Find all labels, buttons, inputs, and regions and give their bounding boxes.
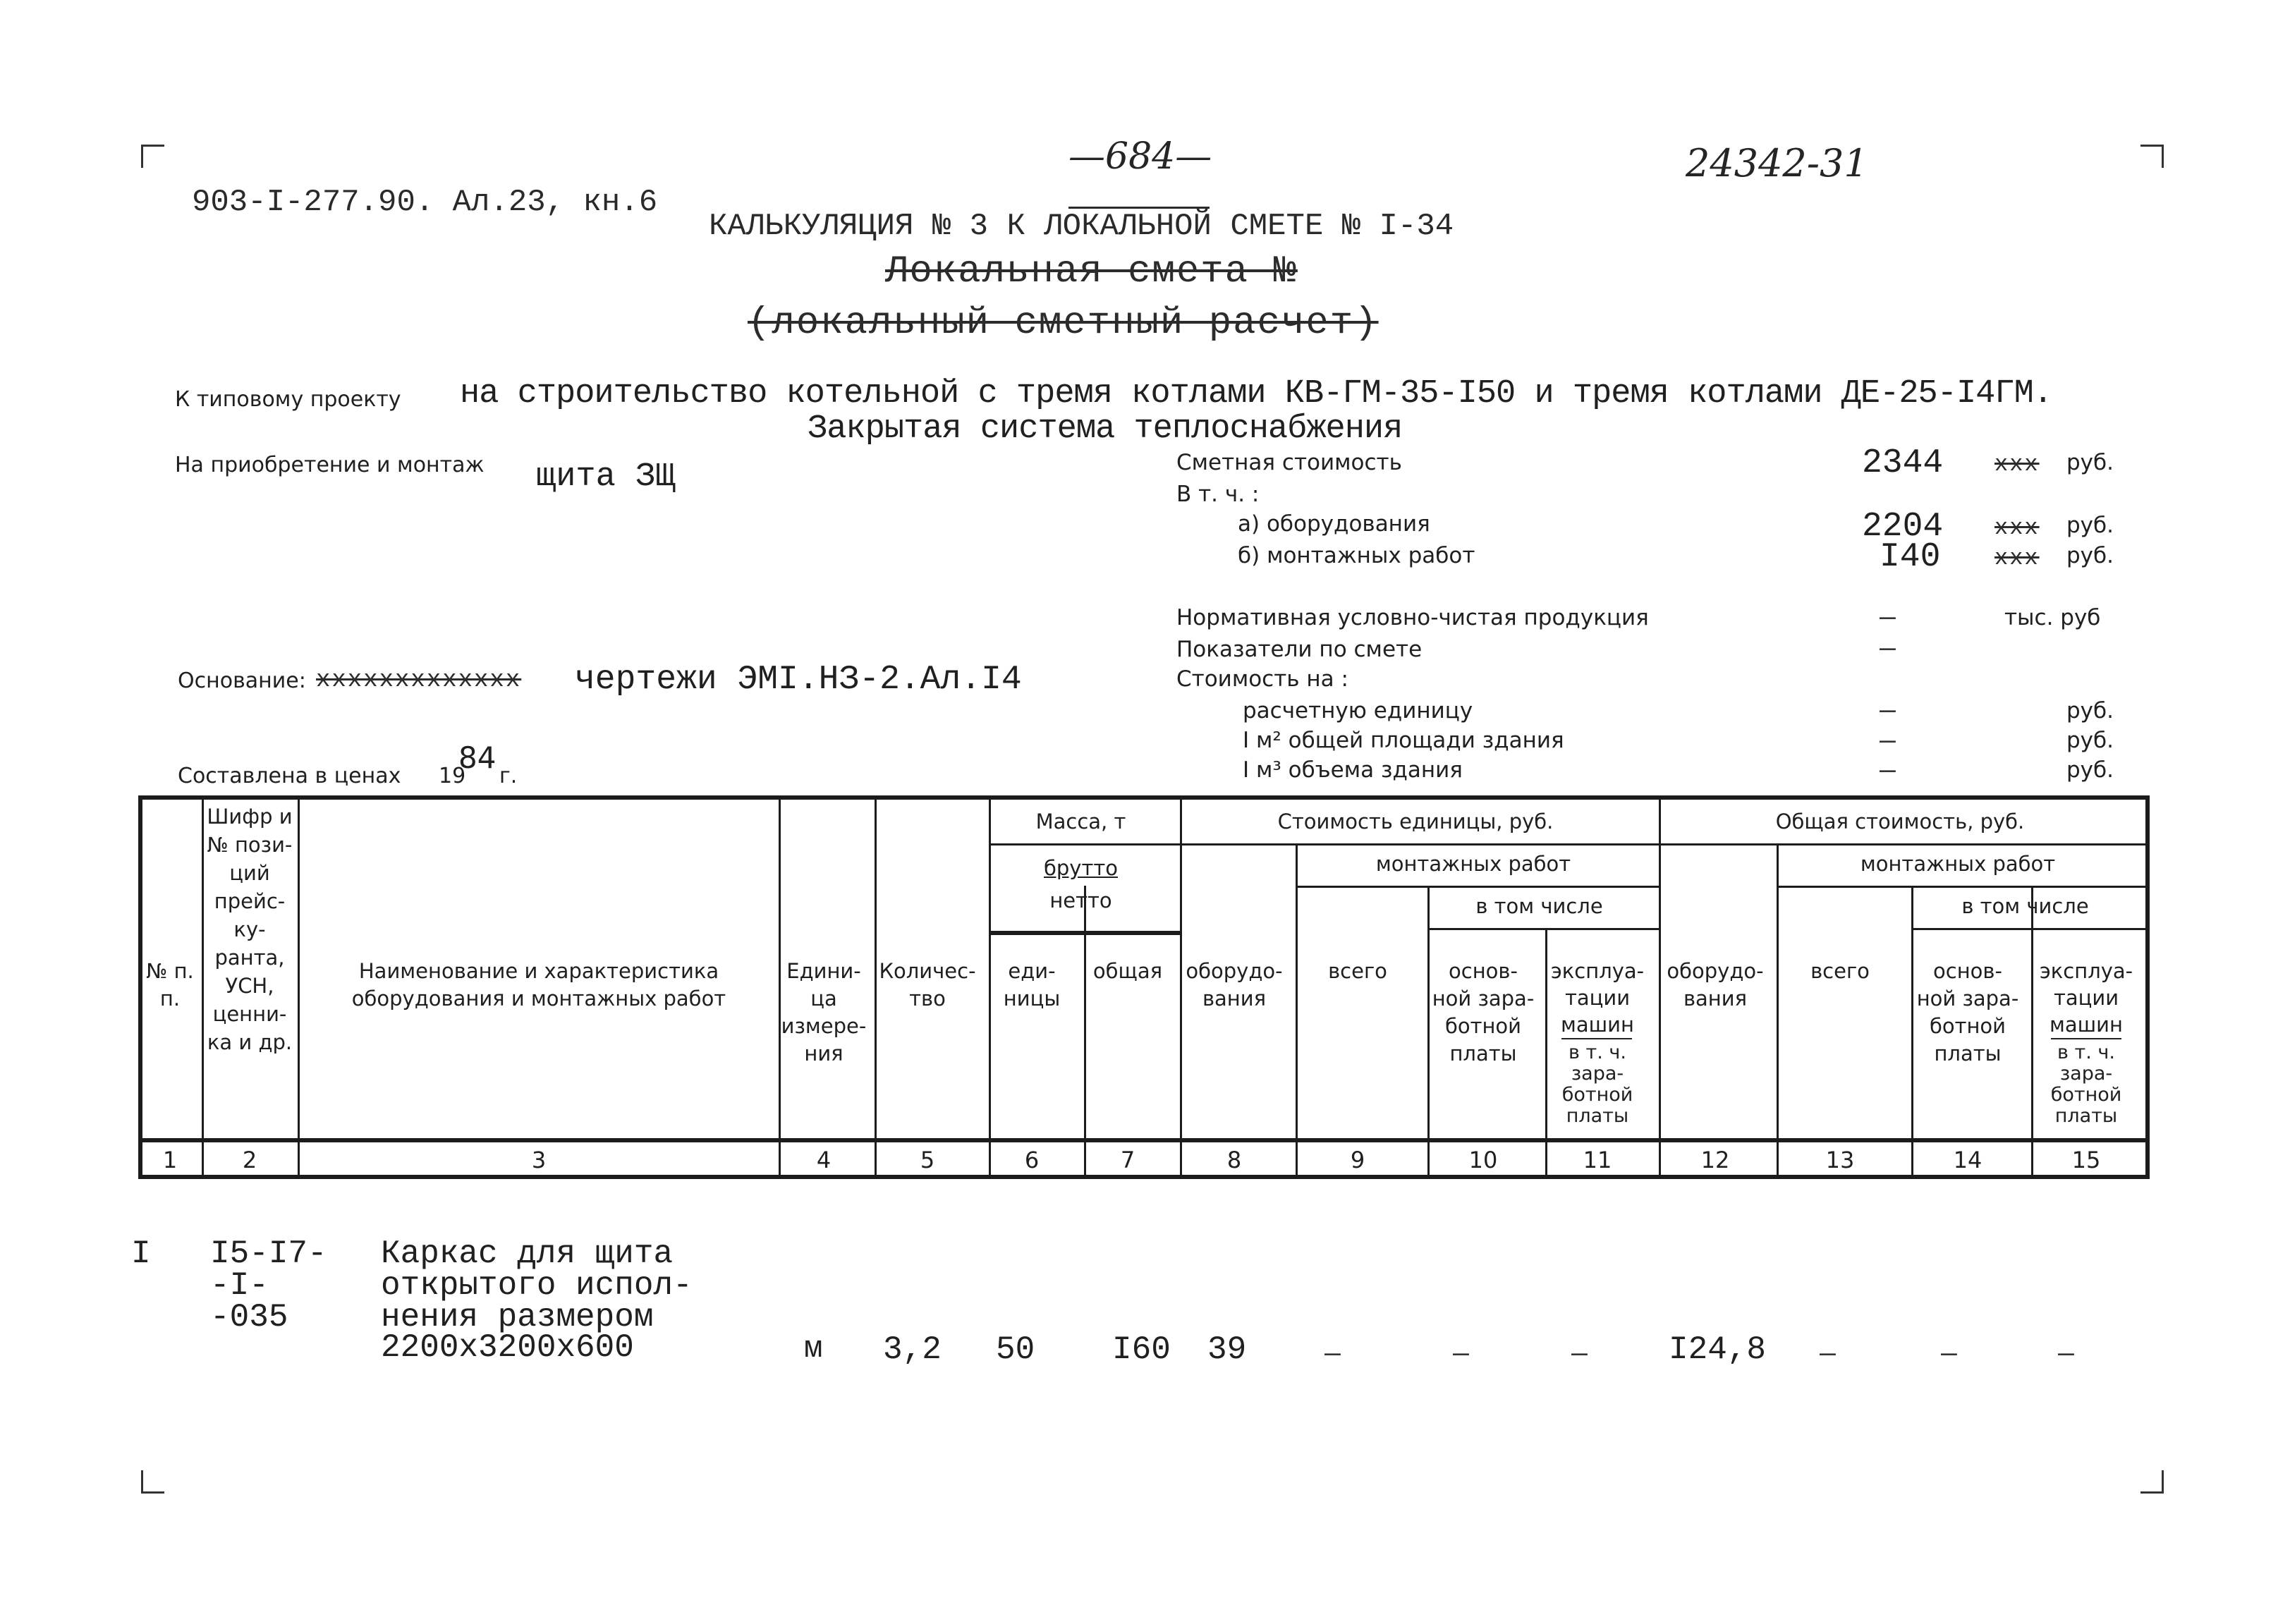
per-m3-label: I м³ объема здания xyxy=(1243,757,1463,783)
mass-group-header: Масса, т xyxy=(1035,810,1126,834)
row-total-equipment: I24,8 xyxy=(1669,1331,1767,1368)
equipment-cost-label: а) оборудования xyxy=(1238,511,1430,537)
struck-title-text-2: (локальный сметный расчет) xyxy=(748,302,1379,345)
col-number-2: 2 xyxy=(242,1147,257,1173)
normative-value: – xyxy=(1880,601,1896,632)
col-number-9: 9 xyxy=(1350,1147,1365,1173)
equipment-cost-value: 2204 xyxy=(1862,508,1944,546)
col-line-2 xyxy=(298,800,300,1175)
including-label: В т. ч. : xyxy=(1176,482,1260,507)
mass-brutto-netto-line xyxy=(989,931,1180,935)
row-equipment-unit-cost: 39 xyxy=(1207,1331,1247,1368)
normative-unit: тыс. руб xyxy=(2004,605,2101,630)
total-machine-divider xyxy=(2051,1038,2121,1039)
installation-cost-label: б) монтажных работ xyxy=(1238,543,1475,568)
per-m2-value: – xyxy=(1880,724,1896,755)
prices-prefix: 19 xyxy=(439,764,466,788)
col-number-3: 3 xyxy=(531,1147,547,1173)
col-header-total-install-total: всего xyxy=(1810,959,1870,983)
col-header-mass-total: общая xyxy=(1092,959,1163,983)
basis-strike: ххххххххххххх xyxy=(316,667,522,694)
purpose-label: На приобретение и монтаж xyxy=(175,453,485,477)
unit-machine-divider xyxy=(1561,1038,1632,1039)
row-name-1: Каркас для щита xyxy=(381,1235,674,1272)
per-m3-value: – xyxy=(1880,754,1896,785)
mass-header-line xyxy=(989,843,1180,845)
indicators-value: – xyxy=(1880,632,1896,663)
col-number-4: 4 xyxy=(816,1147,832,1173)
row-code-3: -035 xyxy=(210,1299,288,1336)
per-unit-unit: руб. xyxy=(2066,698,2114,724)
cost-on-label: Стоимость на : xyxy=(1176,666,1348,692)
col-number-7: 7 xyxy=(1120,1147,1135,1173)
project-label: К типовому проекту xyxy=(175,387,401,412)
col-number-13: 13 xyxy=(1825,1147,1855,1173)
col-number-8: 8 xyxy=(1226,1147,1242,1173)
page-number: —684— xyxy=(1068,135,1212,178)
col-number-6: 6 xyxy=(1024,1147,1040,1173)
row-install-total: – xyxy=(1324,1337,1341,1368)
document-code: 903-I-277.90. Ал.23, кн.6 xyxy=(192,185,658,220)
per-m2-unit: руб. xyxy=(2066,728,2114,753)
project-line-1: на строительство котельной с тремя котлами КВ-ГМ-35-I50 и тремя котлами ДЕ-25-I4ГМ. xyxy=(460,375,2052,413)
col-number-10: 10 xyxy=(1468,1147,1498,1173)
netto-label: нетто xyxy=(1049,889,1112,912)
basis-label: Основание: xyxy=(178,668,306,693)
installation-cost-value: I40 xyxy=(1880,538,1941,576)
struck-title-text-1: Локальная смета № xyxy=(885,250,1298,293)
prices-suffix: г. xyxy=(499,764,518,788)
col-header-num: № п. п. xyxy=(146,959,194,1011)
cost-group-line xyxy=(1180,843,2150,845)
col-header-name: Наименование и характеристика оборудования и монтажных работ xyxy=(351,959,726,1011)
total-install-header: монтажных работ xyxy=(1860,852,2056,876)
row-total-machine: – xyxy=(2058,1337,2074,1368)
prices-label: Составлена в ценах xyxy=(178,764,401,788)
normative-label: Нормативная условно-чистая продукция xyxy=(1176,605,1649,630)
col-header-unit-equipment: оборудо- вания xyxy=(1186,959,1283,1011)
row-total-install: – xyxy=(1820,1337,1836,1368)
row-name-2: открытого испол- xyxy=(381,1267,693,1304)
col-header-unit-base-salary: основ- ной зара- ботной платы xyxy=(1432,959,1535,1066)
estimated-cost-label: Сметная стоимость xyxy=(1176,450,1402,475)
struck-title-line-1 xyxy=(885,250,1298,293)
col-line-6 xyxy=(1084,886,1086,1175)
col-number-15: 15 xyxy=(2071,1147,2101,1173)
col-line-12 xyxy=(1777,843,1779,1175)
col-line-8 xyxy=(1296,843,1298,1175)
purpose-value: щита ЗЩ xyxy=(536,458,676,496)
row-name-4: 2200х3200х600 xyxy=(381,1329,634,1366)
unit-install-header: монтажных работ xyxy=(1375,852,1571,876)
corner-mark-bottom-right xyxy=(2140,1470,2164,1494)
equipment-cost-unit: руб. xyxy=(2066,513,2114,538)
per-m3-unit: руб. xyxy=(2066,757,2114,783)
basis-value: чертежи ЭМI.НЗ-2.Ал.I4 xyxy=(575,661,1022,699)
estimated-cost-strike: ххх xyxy=(1994,451,2040,477)
col-number-14: 14 xyxy=(1953,1147,1983,1173)
col-header-total-equipment: оборудо- вания xyxy=(1667,959,1764,1011)
estimated-cost-unit: руб. xyxy=(2066,450,2114,475)
estimated-cost-value: 2344 xyxy=(1862,444,1944,482)
col-header-mass-unit: еди- ницы xyxy=(1003,959,1061,1011)
row-mass-total: I60 xyxy=(1112,1331,1171,1368)
col-header-unit: Едини- ца измере- ния xyxy=(781,959,867,1066)
header-bottom-line xyxy=(142,1138,2150,1142)
row-name-3: нения размером xyxy=(381,1299,654,1336)
archive-number: 24342-31 xyxy=(1686,141,1868,185)
corner-mark-top-left xyxy=(141,145,164,168)
per-unit-label: расчетную единицу xyxy=(1243,698,1473,724)
total-including-line xyxy=(1911,928,2150,930)
col-header-code: Шифр и № пози- ций прейс- ку- ранта, УСН, ценни- ка и др. xyxy=(207,805,293,1054)
struck-title-line-2 xyxy=(748,302,1379,345)
row-number: I xyxy=(131,1235,151,1272)
row-unit: м xyxy=(804,1331,823,1367)
col-header-total-machine-salary: в т. ч. зара- ботной платы xyxy=(2050,1042,2122,1127)
row-code-1: I5-I7- xyxy=(210,1235,327,1272)
row-total-base: – xyxy=(1941,1337,1957,1368)
col-number-5: 5 xyxy=(920,1147,935,1173)
per-unit-value: – xyxy=(1880,694,1896,725)
document-title: КАЛЬКУЛЯЦИЯ № 3 К ЛОКАЛЬНОЙ СМЕТЕ № I-34 xyxy=(709,209,1454,244)
col-header-total-base-salary: основ- ной зара- ботной платы xyxy=(1916,959,2019,1066)
title-overline xyxy=(1068,207,1210,209)
installation-cost-unit: руб. xyxy=(2066,543,2114,568)
col-line-1 xyxy=(202,800,204,1175)
prices-year: 84 xyxy=(458,740,497,775)
total-cost-group-header: Общая стоимость, руб. xyxy=(1775,810,2025,834)
row-install-machine: – xyxy=(1571,1337,1588,1368)
row-install-base: – xyxy=(1453,1337,1469,1368)
corner-mark-bottom-left xyxy=(141,1470,164,1494)
per-m2-label: I м² общей площади здания xyxy=(1243,728,1564,753)
row-code-2: -I- xyxy=(210,1267,269,1304)
unit-including-header: в том числе xyxy=(1475,894,1603,918)
unit-including-line xyxy=(1427,928,1659,930)
col-number-12: 12 xyxy=(1700,1147,1730,1173)
unit-cost-group-header: Стоимость единицы, руб. xyxy=(1277,810,1554,834)
row-qty: 3,2 xyxy=(883,1331,942,1368)
col-header-unit-machine-salary: в т. ч. зара- ботной платы xyxy=(1561,1042,1633,1127)
installation-cost-strike: ххх xyxy=(1994,545,2040,571)
total-install-line xyxy=(1777,886,2150,888)
col-number-1: 1 xyxy=(162,1147,178,1173)
col-header-unit-install-total: всего xyxy=(1328,959,1387,983)
total-including-header: в том числе xyxy=(1961,894,2089,918)
unit-install-line xyxy=(1296,886,1659,888)
project-line-2: Закрытая система теплоснабжения xyxy=(808,410,1403,448)
col-header-qty: Количес- тво xyxy=(879,959,976,1011)
equipment-cost-strike: ххх xyxy=(1994,515,2040,541)
indicators-label: Показатели по смете xyxy=(1176,637,1423,662)
col-number-11: 11 xyxy=(1583,1147,1612,1173)
col-header-unit-machine: эксплуа- тации машин xyxy=(1550,959,1645,1037)
corner-mark-top-right xyxy=(2140,145,2164,168)
row-mass-unit: 50 xyxy=(996,1331,1035,1368)
brutto-label: брутто xyxy=(1044,856,1118,880)
col-header-total-machine: эксплуа- тации машин xyxy=(2039,959,2133,1037)
